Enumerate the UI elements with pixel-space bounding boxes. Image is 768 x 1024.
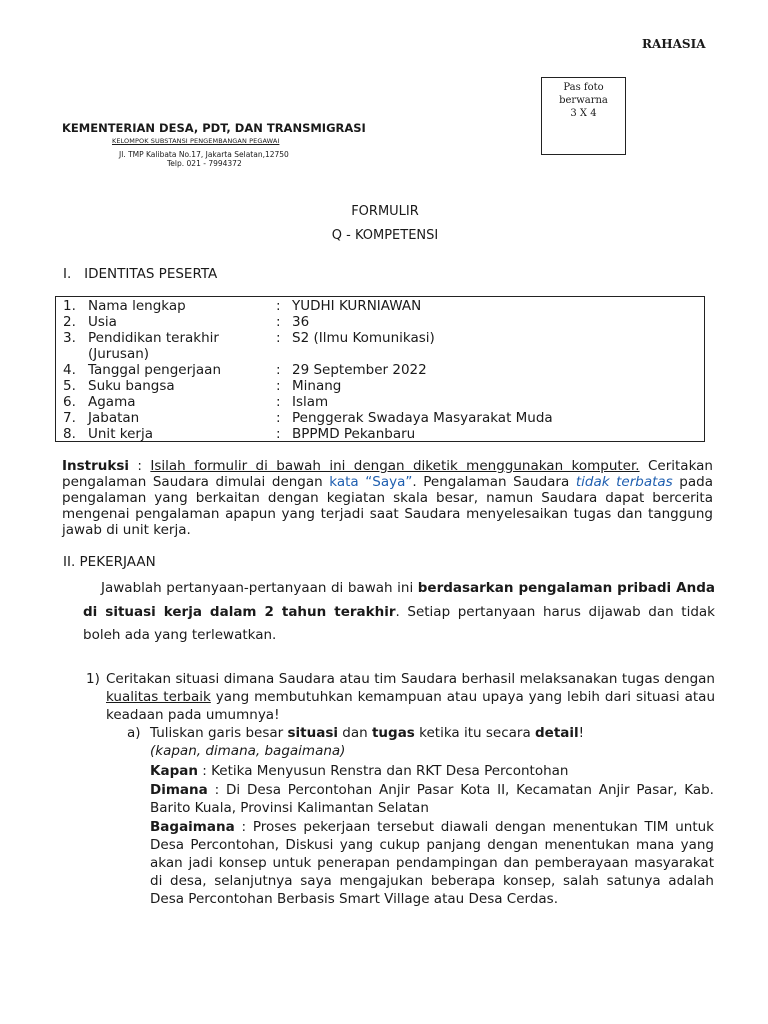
photo-box-line: Pas foto: [563, 82, 604, 93]
question-text: [106, 670, 715, 724]
row-colon: :: [276, 426, 281, 442]
intro-text: . Setiap pertanyaan harus dijawab dan tidak boleh ada yang terlewatkan.: [83, 603, 715, 643]
row-number: 5.: [63, 378, 76, 394]
row-number: 2.: [63, 314, 76, 330]
photo-box-line: berwarna: [559, 95, 608, 106]
row-label: Usia: [88, 314, 117, 330]
answer-separator: :: [207, 782, 226, 798]
row-number: 4.: [63, 362, 76, 378]
sub-question-hint: (kapan, dimana, bagaimana): [150, 743, 346, 759]
form-title: FORMULIR: [351, 204, 419, 219]
row-label: Agama: [88, 394, 136, 410]
instructions-underlined: Isilah formulir di bawah ini dengan diketik menggunakan komputer.: [150, 458, 640, 474]
row-number: 7.: [63, 410, 76, 426]
row-label: Unit kerja: [88, 426, 153, 442]
instructions-text: Ceritakan pengalaman Saudara dimulai dengan: [62, 458, 713, 490]
row-colon: :: [276, 298, 281, 314]
row-value: Minang: [292, 378, 342, 394]
photo-placeholder-box: [541, 77, 626, 155]
answer-kapan: [150, 762, 714, 780]
answer-key: Bagaimana: [150, 819, 235, 835]
row-label: Jabatan: [88, 410, 140, 426]
row-number: 3.: [63, 330, 76, 346]
row-number: 1.: [63, 298, 76, 314]
instructions-text: pada pengalaman yang berkaitan dengan kegiatan skala besar, namun Saudara dapat bercerita mengenai pengalaman apapun yang terjadi saat Saudara menyelesaikan tugas dan tanggung jawab di unit kerja.: [62, 474, 713, 538]
instructions-paragraph: [62, 458, 713, 538]
identity-table: [55, 296, 705, 442]
row-label: Pendidikan terakhir: [88, 330, 219, 346]
form-subtitle: Q - KOMPETENSI: [331, 228, 439, 243]
kata-saya-highlight: kata “Saya”: [329, 474, 413, 490]
ministry-name: KEMENTERIAN DESA, PDT, DAN TRANSMIGRASI: [62, 121, 366, 135]
row-colon: :: [276, 394, 281, 410]
row-label: Tanggal pengerjaan: [88, 362, 222, 378]
answer-separator: :: [234, 819, 253, 835]
answer-dimana: [150, 781, 714, 817]
answer-bagaimana: [150, 818, 714, 908]
intro-text: Jawablah pertanyaan-pertanyaan di bawah ini: [101, 580, 418, 596]
answer-key: Kapan: [150, 763, 198, 779]
sub-emphasis: tugas: [371, 725, 415, 741]
sub-question-label: a): [127, 725, 141, 741]
sub-emphasis: situasi: [287, 725, 338, 741]
section-heading-work: II. PEKERJAAN: [63, 554, 156, 570]
row-value: 36: [292, 314, 310, 330]
row-number: 6.: [63, 394, 76, 410]
row-colon: :: [276, 314, 281, 330]
answer-text: Proses pekerjaan tersebut diawali dengan menentukan TIM untuk Desa Percontohan, Diskusi yang cukup panjang dengan menentukan mana yang akan jadi konsep untuk penerapan pendampingan dan pemberayaan masyarakat di desa, selanjutnya saya mengajukan beberapa konsep, salah satunya adalah Desa Percontohan Berbasis Smart Village atau Desa Cerdas.: [150, 819, 714, 907]
row-colon: :: [276, 378, 281, 394]
row-value: BPPMD Pekanbaru: [292, 426, 416, 442]
row-label: Suku bangsa: [88, 378, 175, 394]
sub-emphasis: detail: [535, 725, 579, 741]
photo-box-line: 3 X 4: [570, 108, 597, 119]
section-heading-identity: I. IDENTITAS PESERTA: [63, 266, 218, 282]
unit-name: KELOMPOK SUBSTANSI PENGEMBANGAN PEGAWAI: [112, 137, 280, 145]
row-label: Nama lengkap: [88, 298, 186, 314]
instructions-text: . Pengalaman Saudara: [412, 474, 576, 490]
sub-question-text: [150, 724, 584, 742]
answer-separator: :: [197, 763, 212, 779]
intro-emphasis: berdasarkan pengalaman pribadi Anda di situasi kerja dalam 2 tahun terakhir: [83, 580, 715, 620]
sub-text: Tuliskan garis besar: [150, 725, 288, 741]
row-label: (Jurusan): [88, 346, 150, 362]
sub-question-a: [127, 724, 717, 742]
tidak-terbatas-highlight: tidak terbatas: [575, 474, 673, 490]
row-colon: :: [276, 362, 281, 378]
classification-label: RAHASIA: [642, 37, 706, 51]
instructions-label: Instruksi: [62, 458, 130, 474]
address: Jl. TMP Kalibata No.17, Jakarta Selatan,12750: [119, 150, 289, 159]
row-value: Penggerak Swadaya Masyarakat Muda: [292, 410, 553, 426]
sub-text: dan: [337, 725, 372, 741]
sub-text: ketika itu secara: [414, 725, 536, 741]
question-1: [86, 670, 716, 724]
sub-text: !: [578, 725, 585, 741]
phone: Telp. 021 - 7994372: [167, 159, 242, 168]
row-colon: :: [276, 410, 281, 426]
row-value: S2 (Ilmu Komunikasi): [292, 330, 435, 346]
answer-key: Dimana: [150, 782, 208, 798]
row-value: 29 September 2022: [292, 362, 427, 378]
row-number: 8.: [63, 426, 76, 442]
row-value: Islam: [292, 394, 329, 410]
answer-text: Di Desa Percontohan Anjir Pasar Kota II, Kecamatan Anjir Pasar, Kab. Barito Kuala, Provinsi Kalimantan Selatan: [150, 782, 714, 816]
section2-intro: [83, 577, 715, 648]
question-text-part: yang membutuhkan kemampuan atau upaya yang lebih dari situasi atau keadaan pada umumnya!: [106, 689, 715, 723]
question-underlined: kualitas terbaik: [106, 689, 211, 705]
question-text-part: Ceritakan situasi dimana Saudara atau tim Saudara berhasil melaksanakan tugas dengan: [106, 671, 715, 687]
row-colon: :: [276, 330, 281, 346]
instructions-separator: :: [129, 458, 151, 474]
answer-text: Ketika Menyusun Renstra dan RKT Desa Percontohan: [211, 763, 569, 779]
row-value: YUDHI KURNIAWAN: [292, 298, 422, 314]
question-number: 1): [86, 671, 100, 687]
